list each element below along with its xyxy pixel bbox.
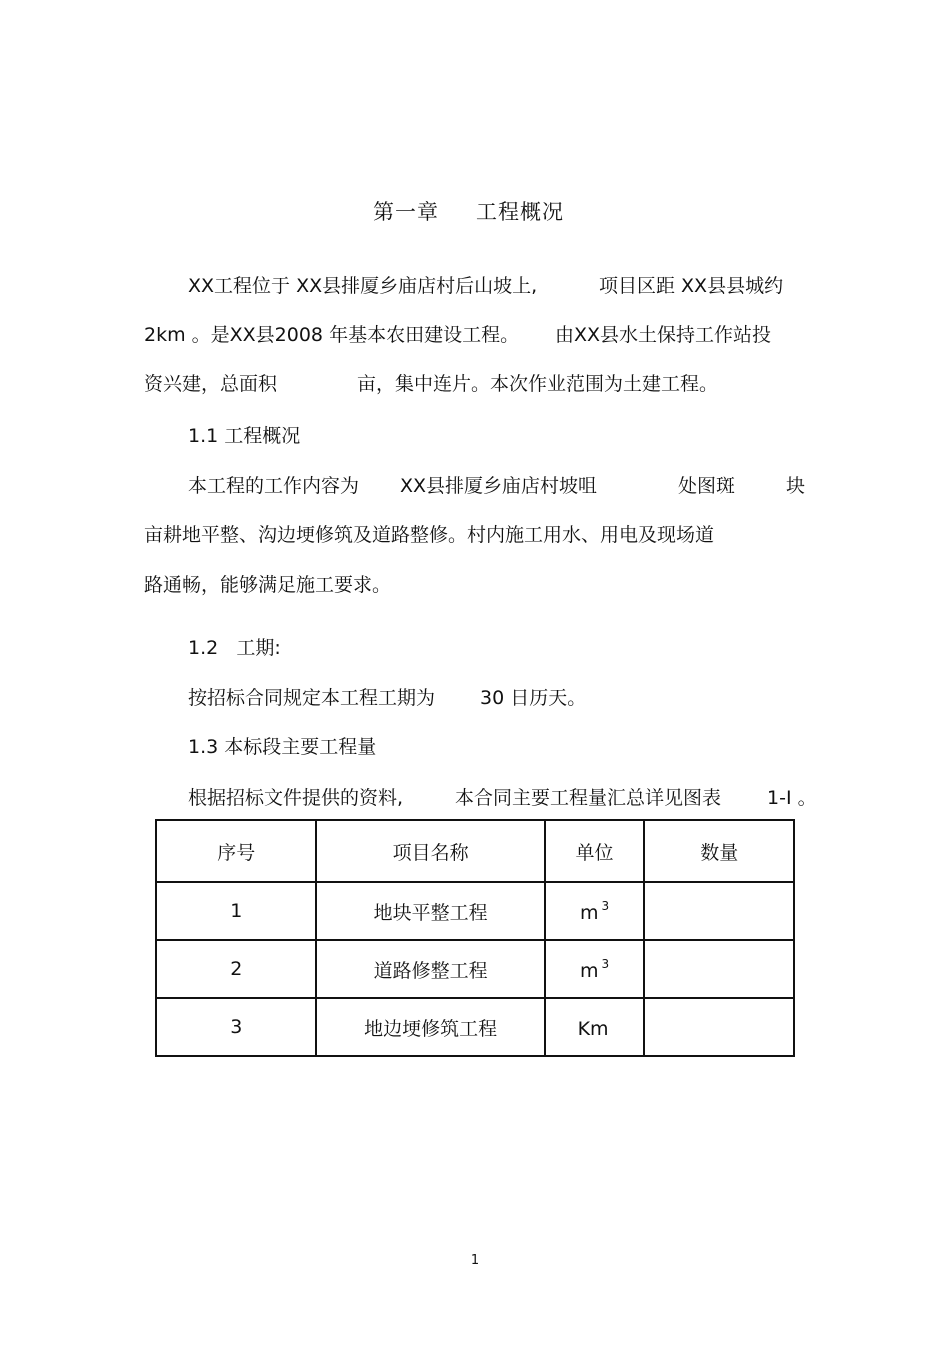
cell-qty bbox=[644, 882, 794, 940]
header-cell-qty: 数量 bbox=[644, 820, 794, 882]
section-1-1-line-3: 路通畅，能够满足施工要求。 bbox=[144, 574, 392, 596]
cell-no: 2 bbox=[156, 940, 316, 998]
table-row bbox=[156, 882, 794, 940]
intro-line-2b: 由XX县水土保持工作站投 bbox=[555, 324, 772, 346]
intro-line-1b: 项目区距 XX县县城约 bbox=[599, 275, 784, 297]
table-row bbox=[156, 998, 794, 1056]
table-header-row bbox=[156, 820, 794, 882]
header-cell-unit: 单位 bbox=[545, 820, 645, 882]
section-1-2-heading: 1.2 工期: bbox=[188, 637, 281, 659]
chapter-number: 第一章 bbox=[373, 200, 439, 224]
section-1-1-line-1b: XX县排厦乡庙店村坡咀 bbox=[400, 475, 598, 497]
section-1-3-line-1a: 根据招标文件提供的资料, bbox=[188, 787, 404, 809]
cell-qty bbox=[644, 940, 794, 998]
unit-text: m bbox=[579, 901, 599, 924]
table-row bbox=[156, 940, 794, 998]
intro-line-2a: 2km 。是XX县2008 年基本农田建设工程。 bbox=[144, 324, 520, 346]
cell-unit bbox=[545, 940, 645, 998]
section-1-1-line-1c: 处图斑 bbox=[678, 475, 736, 497]
unit-superscript: 3 bbox=[601, 956, 610, 971]
chapter-title: 工程概况 bbox=[476, 200, 564, 224]
section-1-2-line-1b: 30 日历天。 bbox=[480, 687, 587, 709]
intro-line-3b: 亩，集中连片。本次作业范围为土建工程。 bbox=[357, 373, 719, 395]
cell-unit bbox=[545, 998, 645, 1056]
cell-name: 地块平整工程 bbox=[316, 882, 544, 940]
cell-no: 3 bbox=[156, 998, 316, 1056]
intro-line-1a: XX工程位于 XX县排厦乡庙店村后山坡上, bbox=[188, 275, 538, 297]
unit-text: Km bbox=[577, 1017, 609, 1040]
section-1-1-line-2: 亩耕地平整、沟边埂修筑及道路整修。村内施工用水、用电及现场道 bbox=[144, 524, 715, 546]
section-1-1-line-1d: 块 bbox=[786, 475, 806, 497]
cell-name: 道路修整工程 bbox=[316, 940, 544, 998]
section-1-3-line-1c: 1-I 。 bbox=[767, 787, 817, 809]
cell-unit bbox=[545, 882, 645, 940]
section-1-1-line-1a: 本工程的工作内容为 bbox=[188, 475, 360, 497]
section-1-3-line-1b: 本合同主要工程量汇总详见图表 bbox=[455, 787, 722, 809]
section-1-2-line-1a: 按招标合同规定本工程工期为 bbox=[188, 687, 436, 709]
cell-qty bbox=[644, 998, 794, 1056]
page-number: 1 bbox=[470, 1253, 480, 1268]
section-1-3-heading: 1.3 本标段主要工程量 bbox=[188, 736, 377, 758]
cell-name: 地边埂修筑工程 bbox=[316, 998, 544, 1056]
header-cell-no: 序号 bbox=[156, 820, 316, 882]
section-1-1-heading: 1.1 工程概况 bbox=[188, 425, 301, 447]
quantity-table bbox=[155, 819, 795, 1057]
header-cell-name: 项目名称 bbox=[316, 820, 544, 882]
unit-text: m bbox=[579, 959, 599, 982]
unit-superscript: 3 bbox=[601, 898, 610, 913]
intro-line-3a: 资兴建，总面积 bbox=[144, 373, 278, 395]
cell-no: 1 bbox=[156, 882, 316, 940]
